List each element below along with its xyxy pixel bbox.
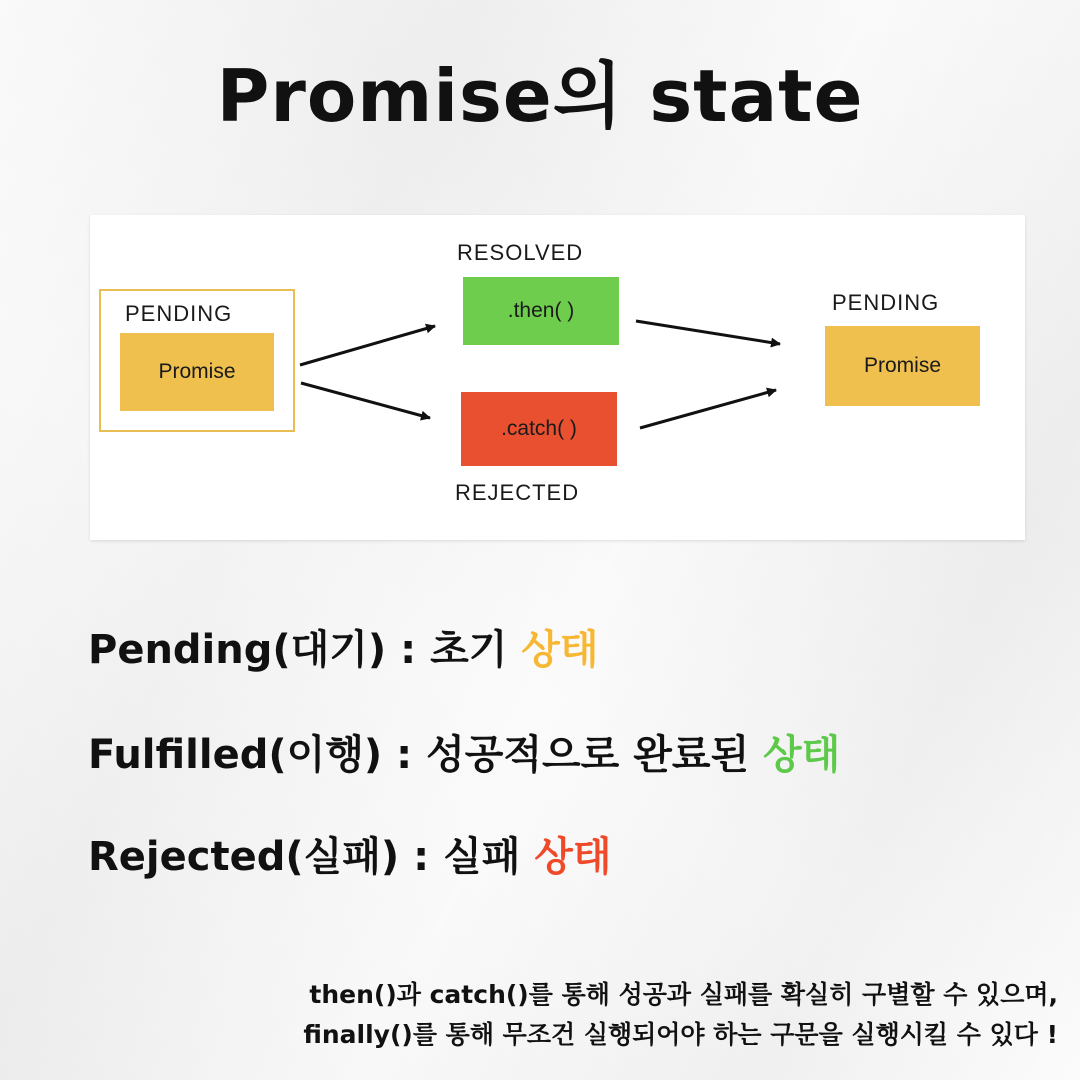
footnote xyxy=(303,975,1058,1055)
state-rejected xyxy=(88,825,612,882)
state-highlight: 상태 xyxy=(534,834,612,880)
right-pending-label: PENDING xyxy=(832,290,940,315)
state-pending xyxy=(88,618,599,675)
catch-box: .catch( ) xyxy=(461,392,617,466)
rejected-label: REJECTED xyxy=(455,480,580,505)
arrow-to-catch xyxy=(301,383,430,418)
arrow-then-to-pending xyxy=(636,321,780,344)
state-highlight: 상태 xyxy=(521,627,599,673)
resolved-label: RESOLVED xyxy=(457,240,584,265)
page-title: Promise의 state xyxy=(216,54,864,138)
arrow-to-then xyxy=(300,326,435,365)
footnote-line-1: then()과 catch()를 통해 성공과 실패를 확실히 구별할 수 있으며, xyxy=(309,980,1058,1009)
left-promise-box: Promise xyxy=(120,333,274,411)
state-fulfilled xyxy=(88,723,840,780)
then-box: .then( ) xyxy=(463,277,619,345)
arrow-catch-to-pending xyxy=(640,390,776,428)
state-description: 초기 xyxy=(430,627,522,673)
state-name: Pending(대기) xyxy=(88,627,387,673)
state-separator: : xyxy=(382,732,427,778)
state-name: Rejected(실패) xyxy=(88,834,400,880)
state-description: 성공적으로 완료된 xyxy=(426,732,764,778)
state-highlight: 상태 xyxy=(763,732,841,778)
state-description: 실패 xyxy=(443,834,535,880)
left-pending-label: PENDING xyxy=(125,301,233,326)
state-separator: : xyxy=(399,834,444,880)
state-name: Fulfilled(이행) xyxy=(88,732,383,778)
state-separator: : xyxy=(386,627,431,673)
footnote-line-2: finally()를 통해 무조건 실행되어야 하는 구문을 실행시킬 수 있다 ! xyxy=(303,1020,1058,1049)
diagram-arrows xyxy=(90,215,1025,540)
promise-state-diagram xyxy=(90,215,1025,540)
right-promise-box: Promise xyxy=(825,326,980,406)
